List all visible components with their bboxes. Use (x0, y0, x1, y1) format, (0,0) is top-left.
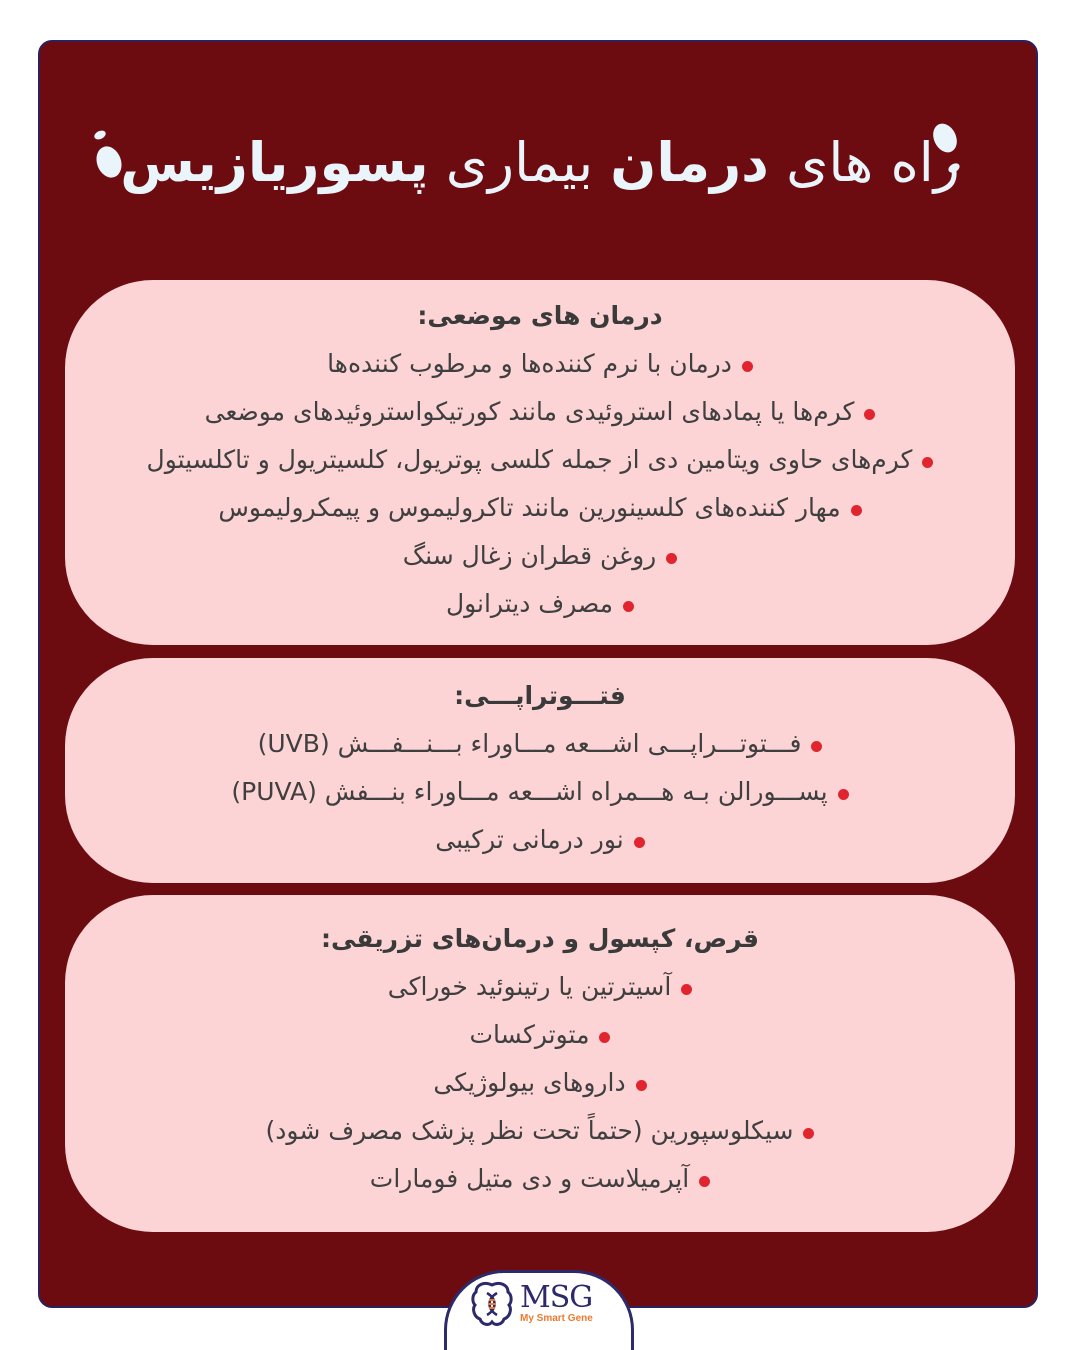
title-part-bold: پسوریازیس (120, 131, 429, 194)
bullet-icon (838, 789, 849, 800)
bullet-icon (599, 1032, 610, 1043)
list-item-text: کرم‌های حاوی ویتامین دی از جمله کلسی پوتریول، کلسیتریول و تاکلسیتول (146, 445, 913, 474)
list-item (65, 580, 1015, 628)
bullet-icon (634, 837, 645, 848)
list-item (65, 963, 1015, 1011)
brain-dna-icon (470, 1279, 514, 1329)
list-item-text: آسیترتین یا رتینوئید خوراکی (387, 972, 672, 1001)
bullet-icon (636, 1080, 647, 1091)
list-item-text: متوترکسات (469, 1020, 590, 1049)
bullet-icon (681, 984, 692, 995)
list-item-text: فـــتوتـــراپـــی اشـــعه مـــاوراء بـــنـــفـــش (UVB) (257, 729, 802, 758)
bullet-icon (699, 1176, 710, 1187)
section-heading: درمان های موضعی: (417, 301, 663, 330)
bullet-icon (666, 553, 677, 564)
bullet-icon (803, 1128, 814, 1139)
logo-name: MSG (520, 1280, 593, 1315)
list-item (65, 720, 1015, 768)
list-item-text: مهار کننده‌های کلسینورین مانند تاکرولیموس و پیمکرولیموس (218, 493, 841, 522)
bullet-icon (742, 361, 753, 372)
list-item (65, 388, 1015, 436)
list-item (65, 532, 1015, 580)
list-item-text: روغن قطران زغال سنگ (402, 541, 657, 570)
list-item (65, 1011, 1015, 1059)
list-item-text: آپرمیلاست و دی متیل فومارات (369, 1164, 690, 1193)
bullet-icon (922, 457, 933, 468)
section-heading: قرص، کپسول و درمان‌های تزریقی: (320, 924, 759, 953)
section-card-topical (65, 280, 1015, 645)
list-item-text: کرم‌ها یا پمادهای استروئیدی مانند کورتیکواستروئیدهای موضعی (204, 397, 855, 426)
list-item-text: پســـورالن بـه هـــمراه اشـــعه مـــاوراء بنـــفش (PUVA) (231, 777, 828, 806)
list-item (65, 484, 1015, 532)
title-part: راه های (786, 131, 960, 194)
list-item-text: سیکلوسپورین (حتماً تحت نظر پزشک مصرف شود) (265, 1116, 794, 1145)
list-item (65, 1059, 1015, 1107)
bullet-icon (811, 741, 822, 752)
list-item (65, 1107, 1015, 1155)
bullet-icon (623, 601, 634, 612)
bullet-icon (851, 505, 862, 516)
list-item-text: درمان با نرم کننده‌ها و مرطوب کننده‌ها (327, 349, 732, 378)
list-item (65, 768, 1015, 816)
section-card-phototherapy (65, 658, 1015, 883)
brand-logo (470, 1276, 593, 1332)
logo-tagline: My Smart Gene (520, 1313, 593, 1324)
list-item (65, 816, 1015, 864)
bullet-icon (864, 409, 875, 420)
list-item (65, 436, 1015, 484)
title-part: بیماری (445, 131, 594, 194)
list-item-text: داروهای بیولوژیکی (433, 1068, 626, 1097)
list-item (65, 1155, 1015, 1203)
list-item-text: مصرف دیترانول (445, 589, 614, 618)
section-heading: فتـــوتراپـــی: (454, 681, 626, 710)
list-item-text: نور درمانی ترکیبی (435, 825, 624, 854)
list-item (65, 340, 1015, 388)
page-title (0, 108, 1080, 218)
section-card-systemic (65, 895, 1015, 1232)
title-part-bold: درمان (610, 131, 769, 194)
